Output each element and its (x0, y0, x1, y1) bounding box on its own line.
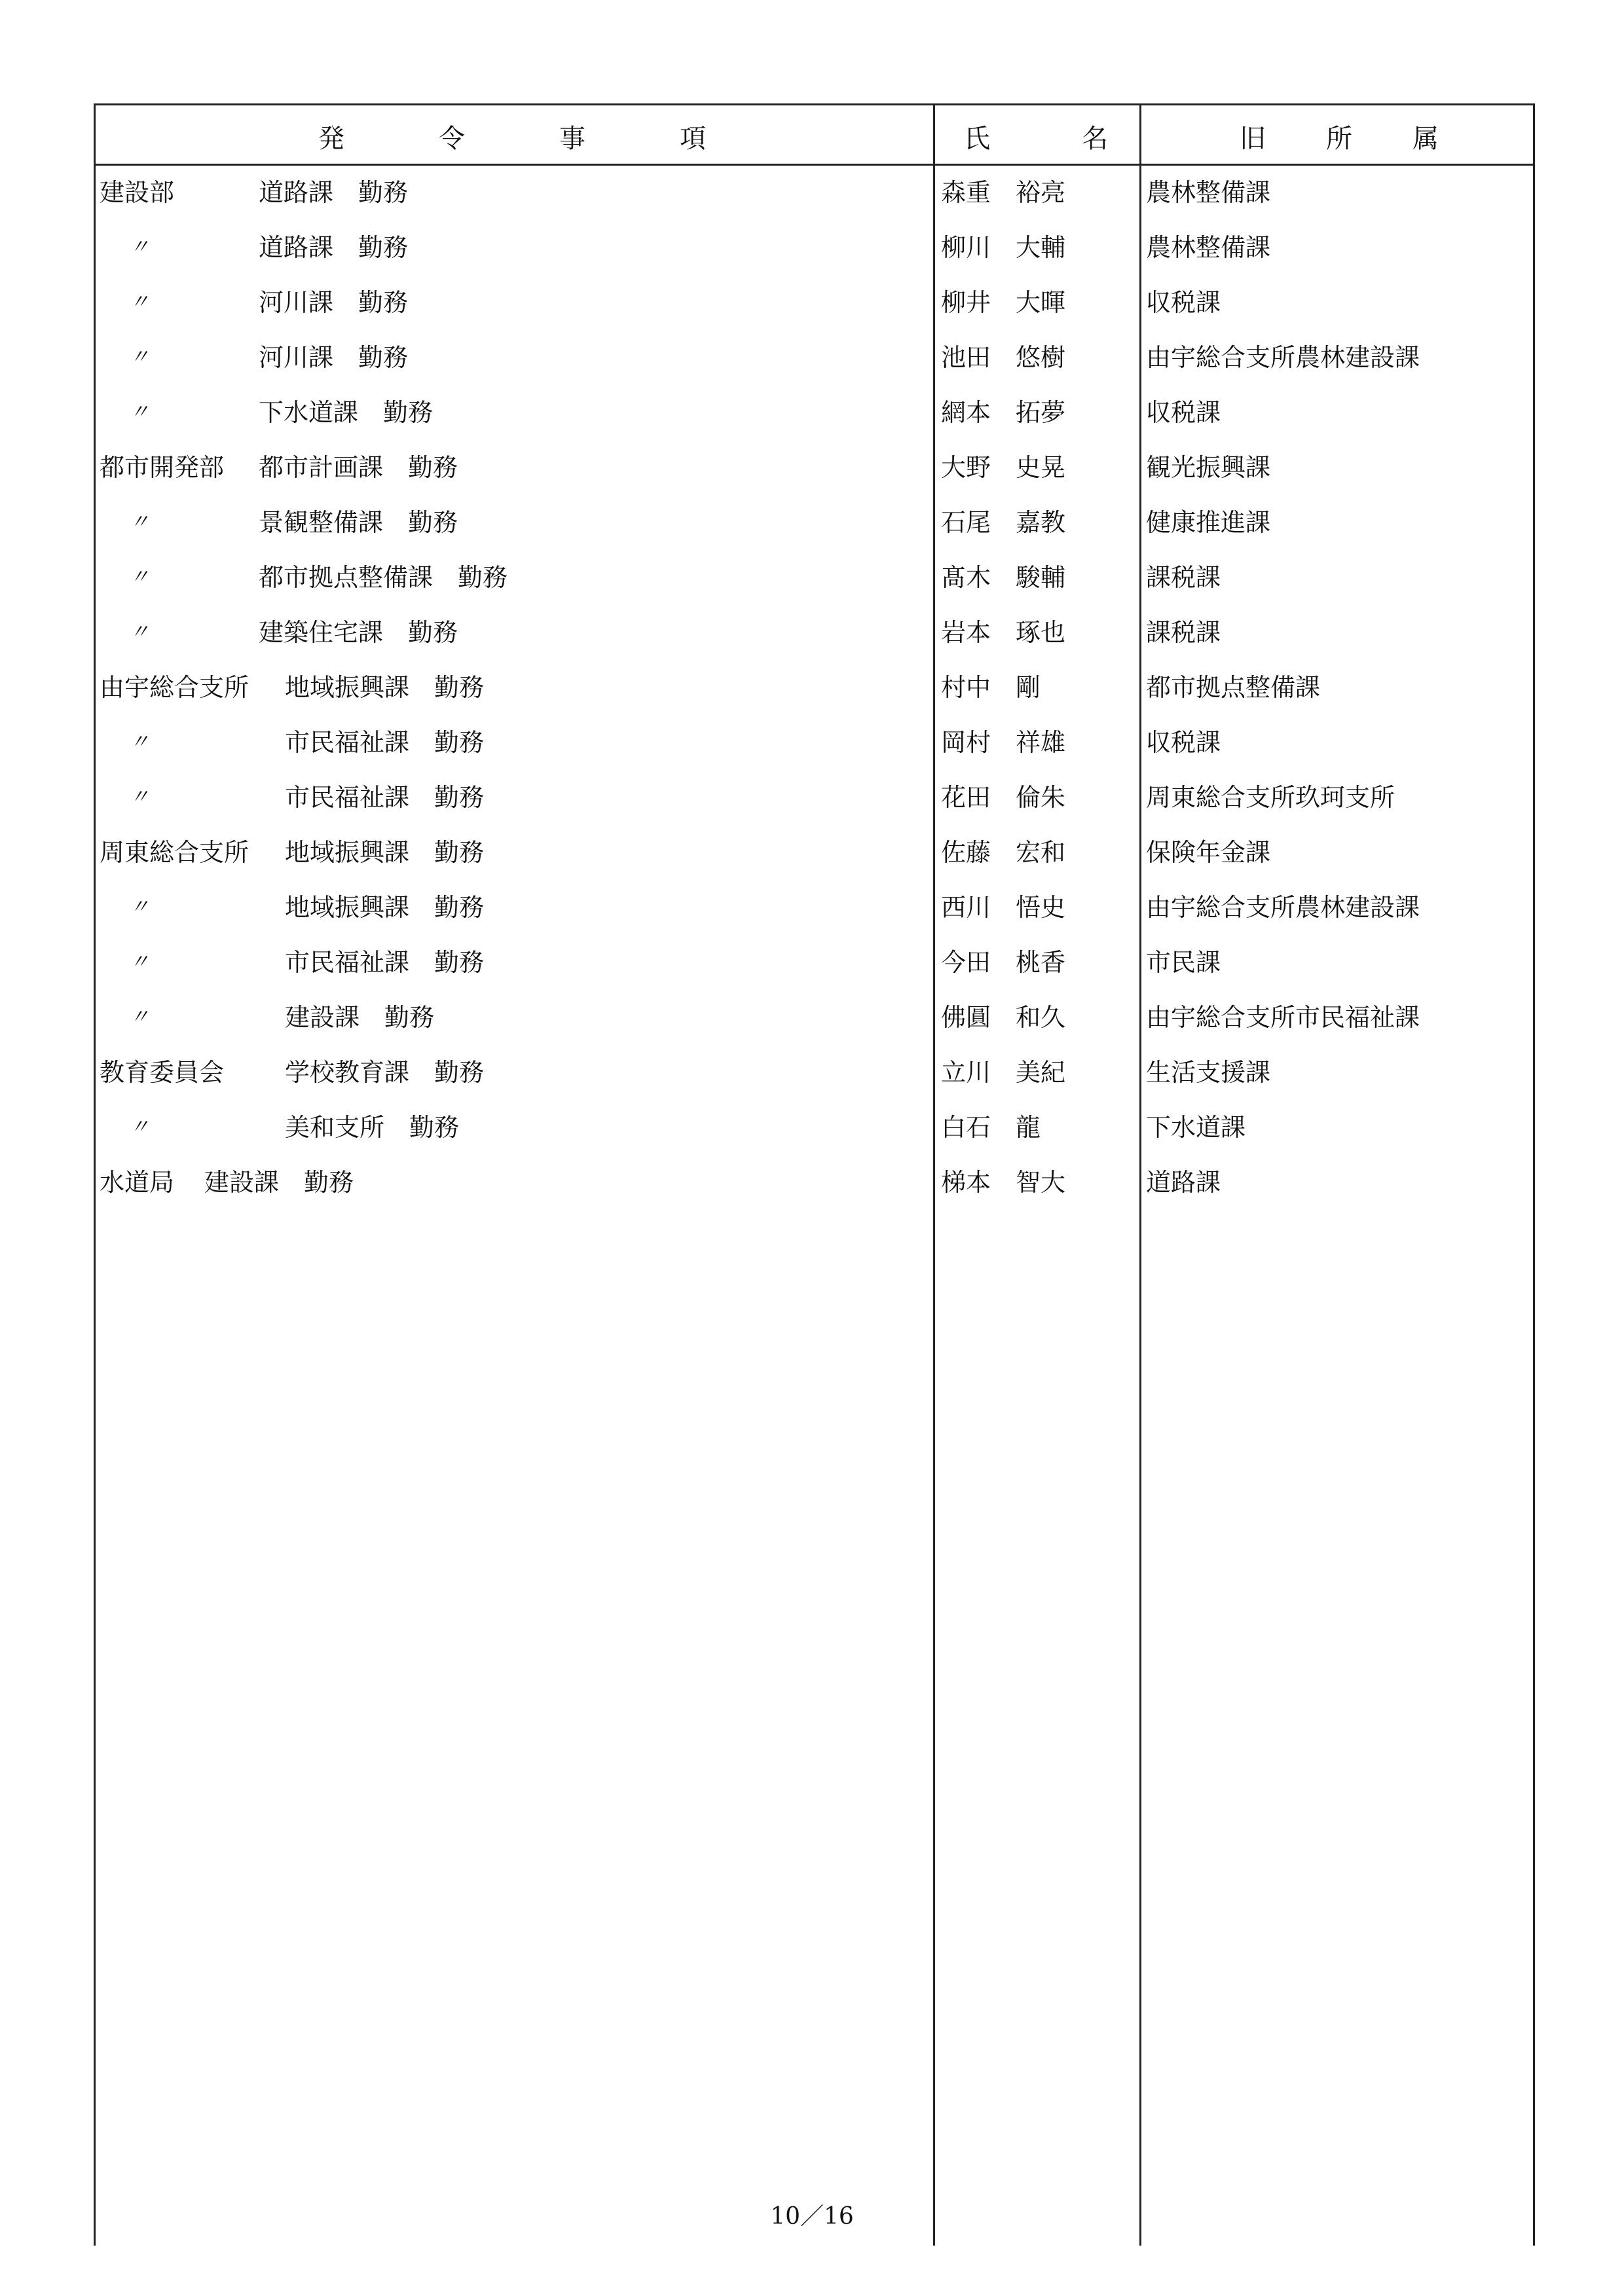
previous-assignment-cell: 収税課 (1146, 288, 1221, 317)
name-cell: 佛圓 和久 (941, 1003, 1066, 1032)
department-cell: 〃 (130, 566, 149, 589)
page-number: 10／16 (770, 2203, 854, 2230)
name-cell: 池田 悠樹 (941, 343, 1066, 372)
name-cell: 大野 史晃 (941, 453, 1066, 482)
name-cell: 今田 桃香 (941, 948, 1066, 977)
section-cell: 地域振興課 勤務 (285, 893, 485, 922)
previous-assignment-cell: 生活支援課 (1146, 1058, 1271, 1087)
previous-assignment-cell: 課税課 (1146, 618, 1221, 647)
name-cell: 石尾 嘉教 (941, 508, 1066, 537)
previous-assignment-cell: 由宇総合支所農林建設課 (1146, 343, 1420, 372)
department-cell: 〃 (130, 786, 149, 809)
section-cell: 建築住宅課 勤務 (259, 618, 458, 647)
section-cell: 学校教育課 勤務 (285, 1058, 485, 1087)
section-cell: 市民福祉課 勤務 (285, 728, 485, 757)
table-row (0, 550, 1624, 605)
name-cell: 岩本 琢也 (941, 618, 1066, 647)
header-char: 令 (439, 123, 465, 154)
section-cell: 市民福祉課 勤務 (285, 783, 485, 812)
table-row (0, 495, 1624, 550)
previous-assignment-cell: 下水道課 (1146, 1113, 1246, 1142)
department-cell: 周東総合支所 (100, 838, 249, 867)
section-cell: 河川課 勤務 (259, 288, 409, 317)
header-char: 発 (318, 123, 344, 154)
name-cell: 梯本 智大 (941, 1168, 1066, 1197)
department-cell: 〃 (130, 401, 149, 424)
previous-assignment-cell: 健康推進課 (1146, 508, 1271, 537)
section-cell: 地域振興課 勤務 (285, 838, 485, 867)
table-row (0, 825, 1624, 880)
table-row (0, 440, 1624, 495)
department-cell: 教育委員会 (100, 1058, 225, 1087)
previous-assignment-cell: 由宇総合支所市民福祉課 (1146, 1003, 1420, 1032)
previous-assignment-cell: 保険年金課 (1146, 838, 1271, 867)
previous-assignment-cell: 由宇総合支所農林建設課 (1146, 893, 1420, 922)
previous-assignment-cell: 課税課 (1146, 563, 1221, 592)
department-cell: 〃 (130, 236, 149, 259)
table-row (0, 990, 1624, 1045)
section-cell: 建設課 勤務 (204, 1168, 354, 1197)
section-cell: 建設課 勤務 (285, 1003, 435, 1032)
table-row (0, 1100, 1624, 1155)
department-cell: 〃 (130, 951, 149, 974)
name-cell: 白石 龍 (941, 1113, 1041, 1142)
name-cell: 村中 剛 (941, 673, 1041, 702)
section-cell: 美和支所 勤務 (285, 1113, 460, 1142)
previous-assignment-cell: 農林整備課 (1146, 178, 1271, 207)
table-row (0, 770, 1624, 825)
table-row (0, 605, 1624, 660)
department-cell: 〃 (130, 621, 149, 644)
header-name (936, 105, 1135, 168)
table-row (0, 220, 1624, 275)
department-cell: 〃 (130, 731, 149, 754)
section-cell: 下水道課 勤務 (259, 398, 434, 427)
department-cell: 〃 (130, 1116, 149, 1139)
header-appointment-matters (96, 105, 928, 168)
table-row (0, 660, 1624, 715)
section-cell: 景観整備課 勤務 (259, 508, 458, 537)
header-char: 所 (1326, 123, 1352, 154)
header-char: 氏 (964, 123, 990, 154)
previous-assignment-cell: 市民課 (1146, 948, 1221, 977)
department-cell: 〃 (130, 291, 149, 314)
section-cell: 河川課 勤務 (259, 343, 409, 372)
section-cell: 都市計画課 勤務 (259, 453, 458, 482)
table-row (0, 1045, 1624, 1100)
table-row (0, 385, 1624, 440)
department-cell: 都市開発部 (100, 453, 225, 482)
table-row (0, 935, 1624, 990)
name-cell: 立川 美紀 (941, 1058, 1066, 1087)
previous-assignment-cell: 農林整備課 (1146, 233, 1271, 262)
name-cell: 網本 拓夢 (941, 398, 1066, 427)
department-cell: 〃 (130, 1006, 149, 1029)
table-row (0, 165, 1624, 220)
table-row (0, 275, 1624, 330)
table-row (0, 1155, 1624, 1210)
header-char: 属 (1412, 123, 1439, 154)
department-cell: 建設部 (100, 178, 175, 207)
name-cell: 西川 悟史 (941, 893, 1066, 922)
previous-assignment-cell: 都市拠点整備課 (1146, 673, 1321, 702)
department-cell: 水道局 (100, 1168, 175, 1197)
name-cell: 髙木 駿輔 (941, 563, 1066, 592)
department-cell: 〃 (130, 511, 149, 534)
previous-assignment-cell: 収税課 (1146, 398, 1221, 427)
section-cell: 地域振興課 勤務 (285, 673, 485, 702)
name-cell: 森重 裕亮 (941, 178, 1066, 207)
table-row (0, 715, 1624, 770)
previous-assignment-cell: 収税課 (1146, 728, 1221, 757)
header-char: 旧 (1240, 123, 1266, 154)
header-char: 名 (1082, 123, 1108, 154)
section-cell: 都市拠点整備課 勤務 (259, 563, 508, 592)
department-cell: 由宇総合支所 (100, 673, 249, 702)
header-previous-assignment (1143, 105, 1535, 168)
department-cell: 〃 (130, 346, 149, 369)
previous-assignment-cell: 道路課 (1146, 1168, 1221, 1197)
table-row (0, 330, 1624, 385)
previous-assignment-cell: 周東総合支所玖珂支所 (1146, 783, 1395, 812)
department-cell: 〃 (130, 896, 149, 919)
name-cell: 佐藤 宏和 (941, 838, 1066, 867)
section-cell: 市民福祉課 勤務 (285, 948, 485, 977)
name-cell: 花田 倫朱 (941, 783, 1066, 812)
header-char: 項 (680, 123, 706, 154)
previous-assignment-cell: 観光振興課 (1146, 453, 1271, 482)
name-cell: 岡村 祥雄 (941, 728, 1066, 757)
name-cell: 柳川 大輔 (941, 233, 1066, 262)
name-cell: 柳井 大暉 (941, 288, 1066, 317)
table-row (0, 880, 1624, 935)
section-cell: 道路課 勤務 (259, 233, 409, 262)
header-char: 事 (559, 123, 585, 154)
section-cell: 道路課 勤務 (259, 178, 409, 207)
